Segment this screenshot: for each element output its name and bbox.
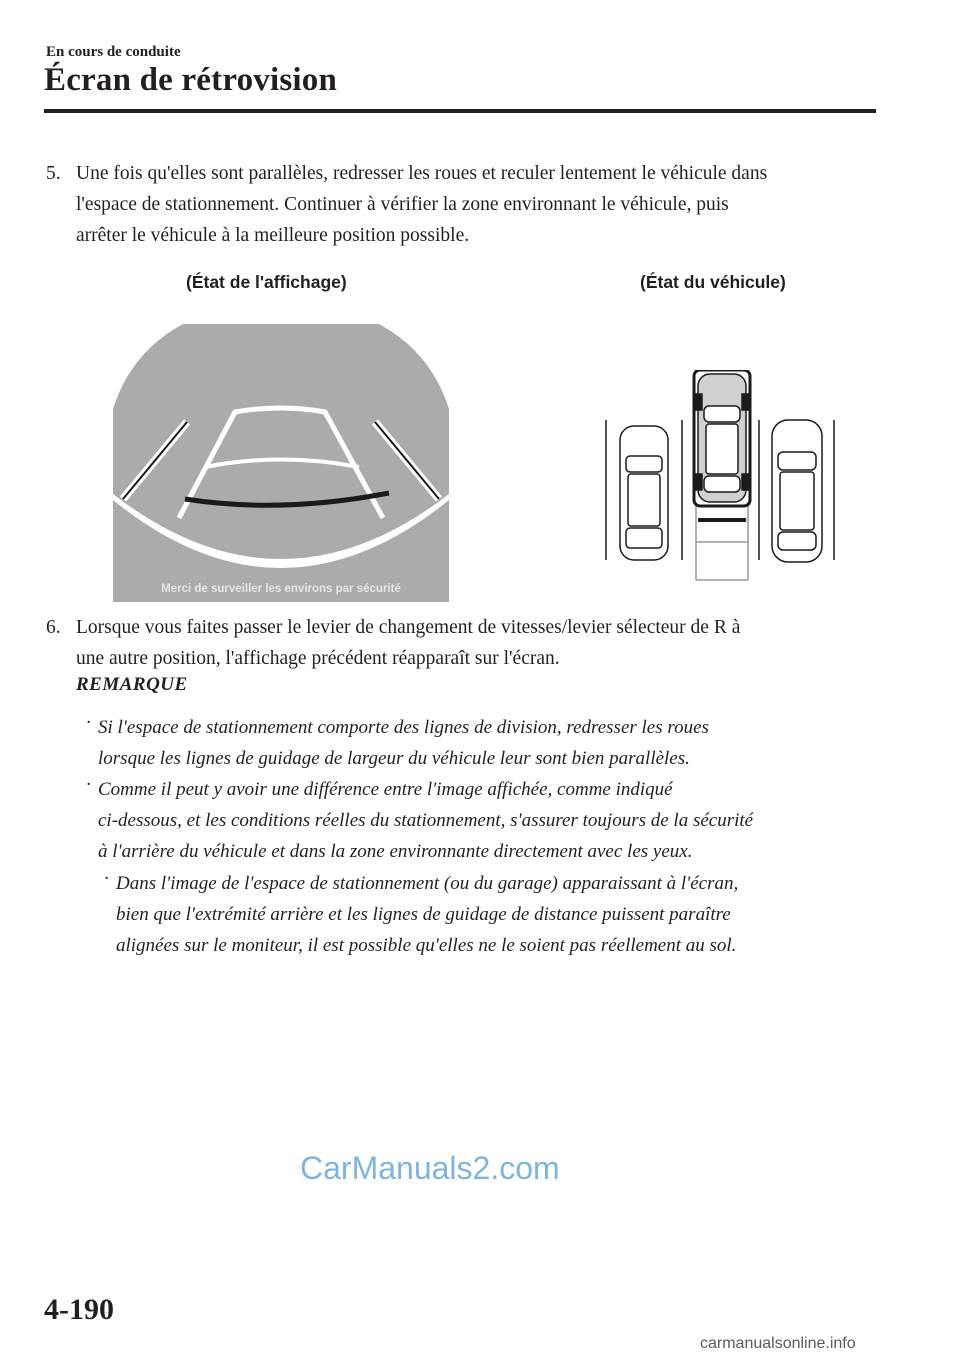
remark-line: à l'arrière du véhicule et dans la zone environnante directement avec les yeux.	[98, 841, 693, 862]
remark-line: Comme il peut y avoir une différence entre l'image affichée, comme indiqué	[98, 779, 673, 800]
remark-line: Si l'espace de stationnement comporte des lignes de division, redresser les roues	[98, 717, 709, 738]
step-number: 6.	[46, 617, 61, 638]
step-line: une autre position, l'affichage précédent réapparaît sur l'écran.	[76, 648, 560, 669]
step-line: Lorsque vous faites passer le levier de changement de vitesses/levier sélecteur de R à	[76, 617, 741, 638]
parked-car-right	[772, 420, 822, 562]
remark-line: bien que l'extrémité arrière et les lignes de guidage de distance puissent paraître	[116, 904, 731, 925]
remark-item	[98, 712, 709, 774]
remark-line: lorsque les lignes de guidage de largeur du véhicule leur sont bien parallèles.	[98, 748, 690, 769]
vehicle-caption: (État du véhicule)	[640, 272, 786, 292]
bullet-icon: ·	[104, 868, 109, 889]
footer-watermark: carmanualsonline.info	[700, 1335, 856, 1352]
step-text	[76, 612, 740, 674]
remark-line: Dans l'image de l'espace de stationnement (ou du garage) apparaissant à l'écran,	[116, 873, 739, 894]
title-divider	[44, 109, 876, 113]
watermark: CarManuals2.com	[300, 1150, 560, 1186]
reversing-car	[694, 370, 750, 506]
remark-line: ci-dessous, et les conditions réelles du stationnement, s'assurer toujours de la sécurité	[98, 810, 754, 831]
vehicle-parking-illustration	[598, 370, 838, 584]
remark-line: alignées sur le moniteur, il est possible qu'elles ne le soient pas réellement au sol.	[116, 935, 737, 956]
page-title: Écran de rétrovision	[44, 62, 338, 98]
section-label: En cours de conduite	[46, 44, 181, 60]
screen-message: Merci de surveiller les environs par sécurité	[161, 583, 401, 595]
rear-camera-display-illustration	[113, 324, 449, 602]
bullet-icon: ·	[86, 774, 91, 795]
remark-subitem	[116, 868, 738, 961]
step-line: arrêter le véhicule à la meilleure position possible.	[76, 225, 470, 246]
parked-car-left	[620, 426, 668, 560]
page-number: 4-190	[44, 1293, 114, 1326]
step-line: Une fois qu'elles sont parallèles, redresser les roues et reculer lentement le véhicule dans	[76, 163, 768, 184]
bullet-icon: ·	[86, 712, 91, 733]
remark-item	[98, 774, 753, 867]
step-text	[76, 158, 767, 251]
display-caption: (État de l'affichage)	[186, 272, 347, 292]
step-line: l'espace de stationnement. Continuer à vérifier la zone environnant le véhicule, puis	[76, 194, 729, 215]
remark-title: REMARQUE	[76, 674, 188, 695]
step-number: 5.	[46, 163, 61, 184]
